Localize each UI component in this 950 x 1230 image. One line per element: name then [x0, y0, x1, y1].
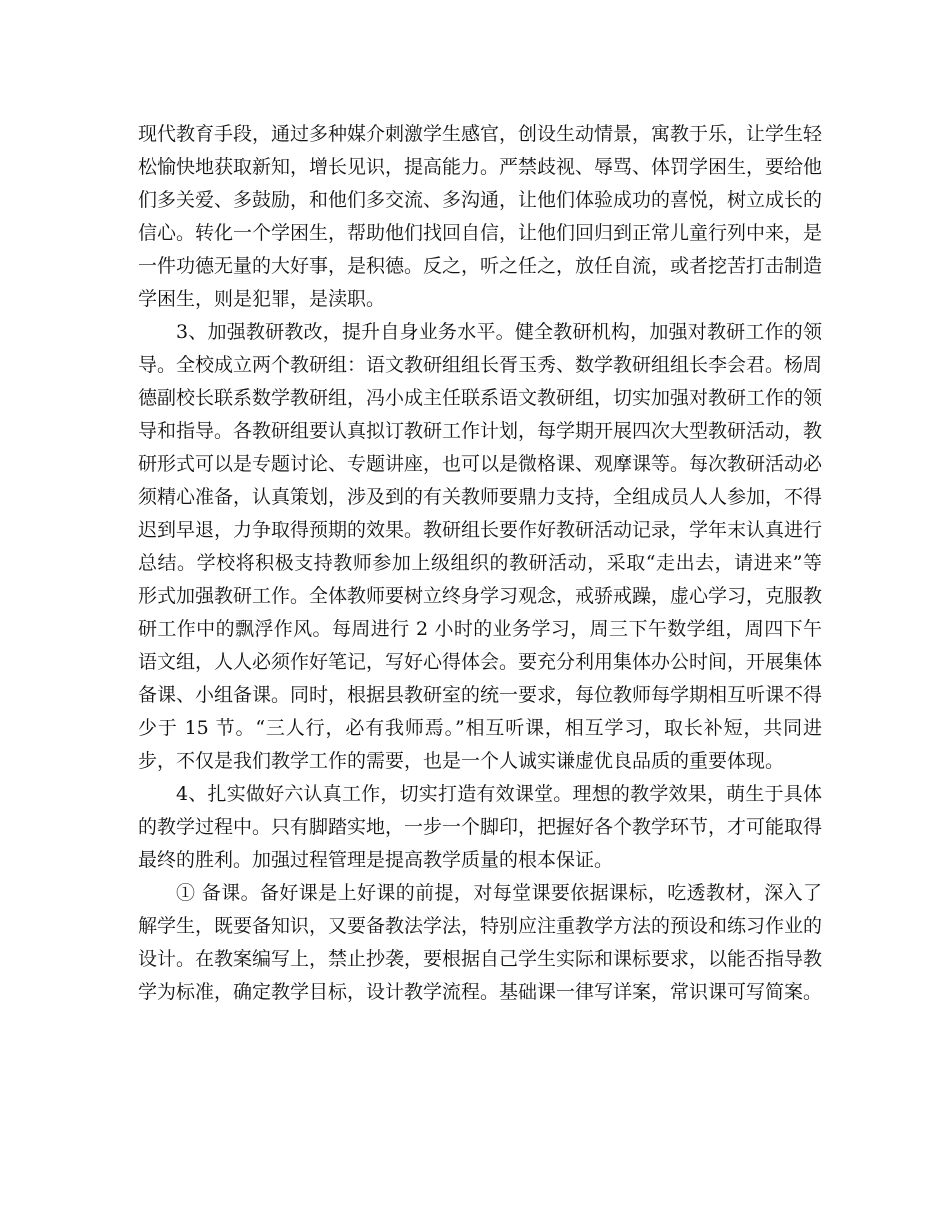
paragraph-2: 3、加强教研教改，提升自身业务水平。健全教研机构，加强对教研工作的领导。全校成立两个教研组：语文教研组组长胥玉秀、数学教研组组长李会君。杨周德副校长联系数学教研组，冯小成主任联系语文教研组，切实加强对教研工作的领导和指导。各教研组要认真拟订教研工作计划，每学期开展四次大型教研活动，教研形式可以是专题讨论、专题讲座，也可以是微格课、观摩课等。每次教研活动必须精心准备，认真策划，涉及到的有关教师要鼎力支持，全组成员人人参加，不得迟到早退，力争取得预期的效果。教研组长要作好教研活动记录，学年末认真进行总结。学校将积极支持教师参加上级组织的教研活动，采取“走出去，请进来”等形式加强教研工作。全体教师要树立终身学习观念，戒骄戒躁，虚心学习，克服教研工作中的飘浮作风。每周进行 2 小时的业务学习，周三下午数学组，周四下午语文组，人人必须作好笔记，写好心得体会。要充分利用集体办公时间，开展集体备课、小组备课。同时，根据县教研室的统一要求，每位教师每学期相互听课不得少于 15 节。“三人行，必有我师焉。”相互听课，相互学习，取长补短，共同进步，不仅是我们教学工作的需要，也是一个人诚实谦虚优良品质的重要体现。 [138, 321, 823, 772]
paragraph-4: ① 备课。备好课是上好课的前提，对每堂课要依据课标，吃透教材，深入了解学生，既要备知识，又要备教法学法，特别应注重教学方法的预设和练习作业的设计。在教案编写上，禁止抄袭，要根据自己学生实际和课标要求，以能否指导教学为标准，确定教学目标，设计教学流程。基础课一律写详案，常识课可写简案。 [138, 882, 823, 1003]
paragraph-1: 现代教育手段，通过多种媒介刺激学生感官，创设生动情景，寓教于乐，让学生轻松愉快地获取新知，增长见识，提高能力。严禁歧视、辱骂、体罚学困生，要给他们多关爱、多鼓励，和他们多交流、多沟通，让他们体验成功的喜悦，树立成长的信心。转化一个学困生，帮助他们找回自信，让他们回归到正常儿童行列中来，是一件功德无量的大好事，是积德。反之，听之任之，放任自流，或者挖苦打击制造学困生，则是犯罪，是渎职。 [138, 123, 823, 310]
document-page [138, 118, 822, 1009]
paragraph-3: 4、扎实做好六认真工作，切实打造有效课堂。理想的教学效果，萌生于具体的教学过程中。只有脚踏实地，一步一个脚印，把握好各个教学环节，才可能取得最终的胜利。加强过程管理是提高教学质量的根本保证。 [138, 783, 823, 871]
